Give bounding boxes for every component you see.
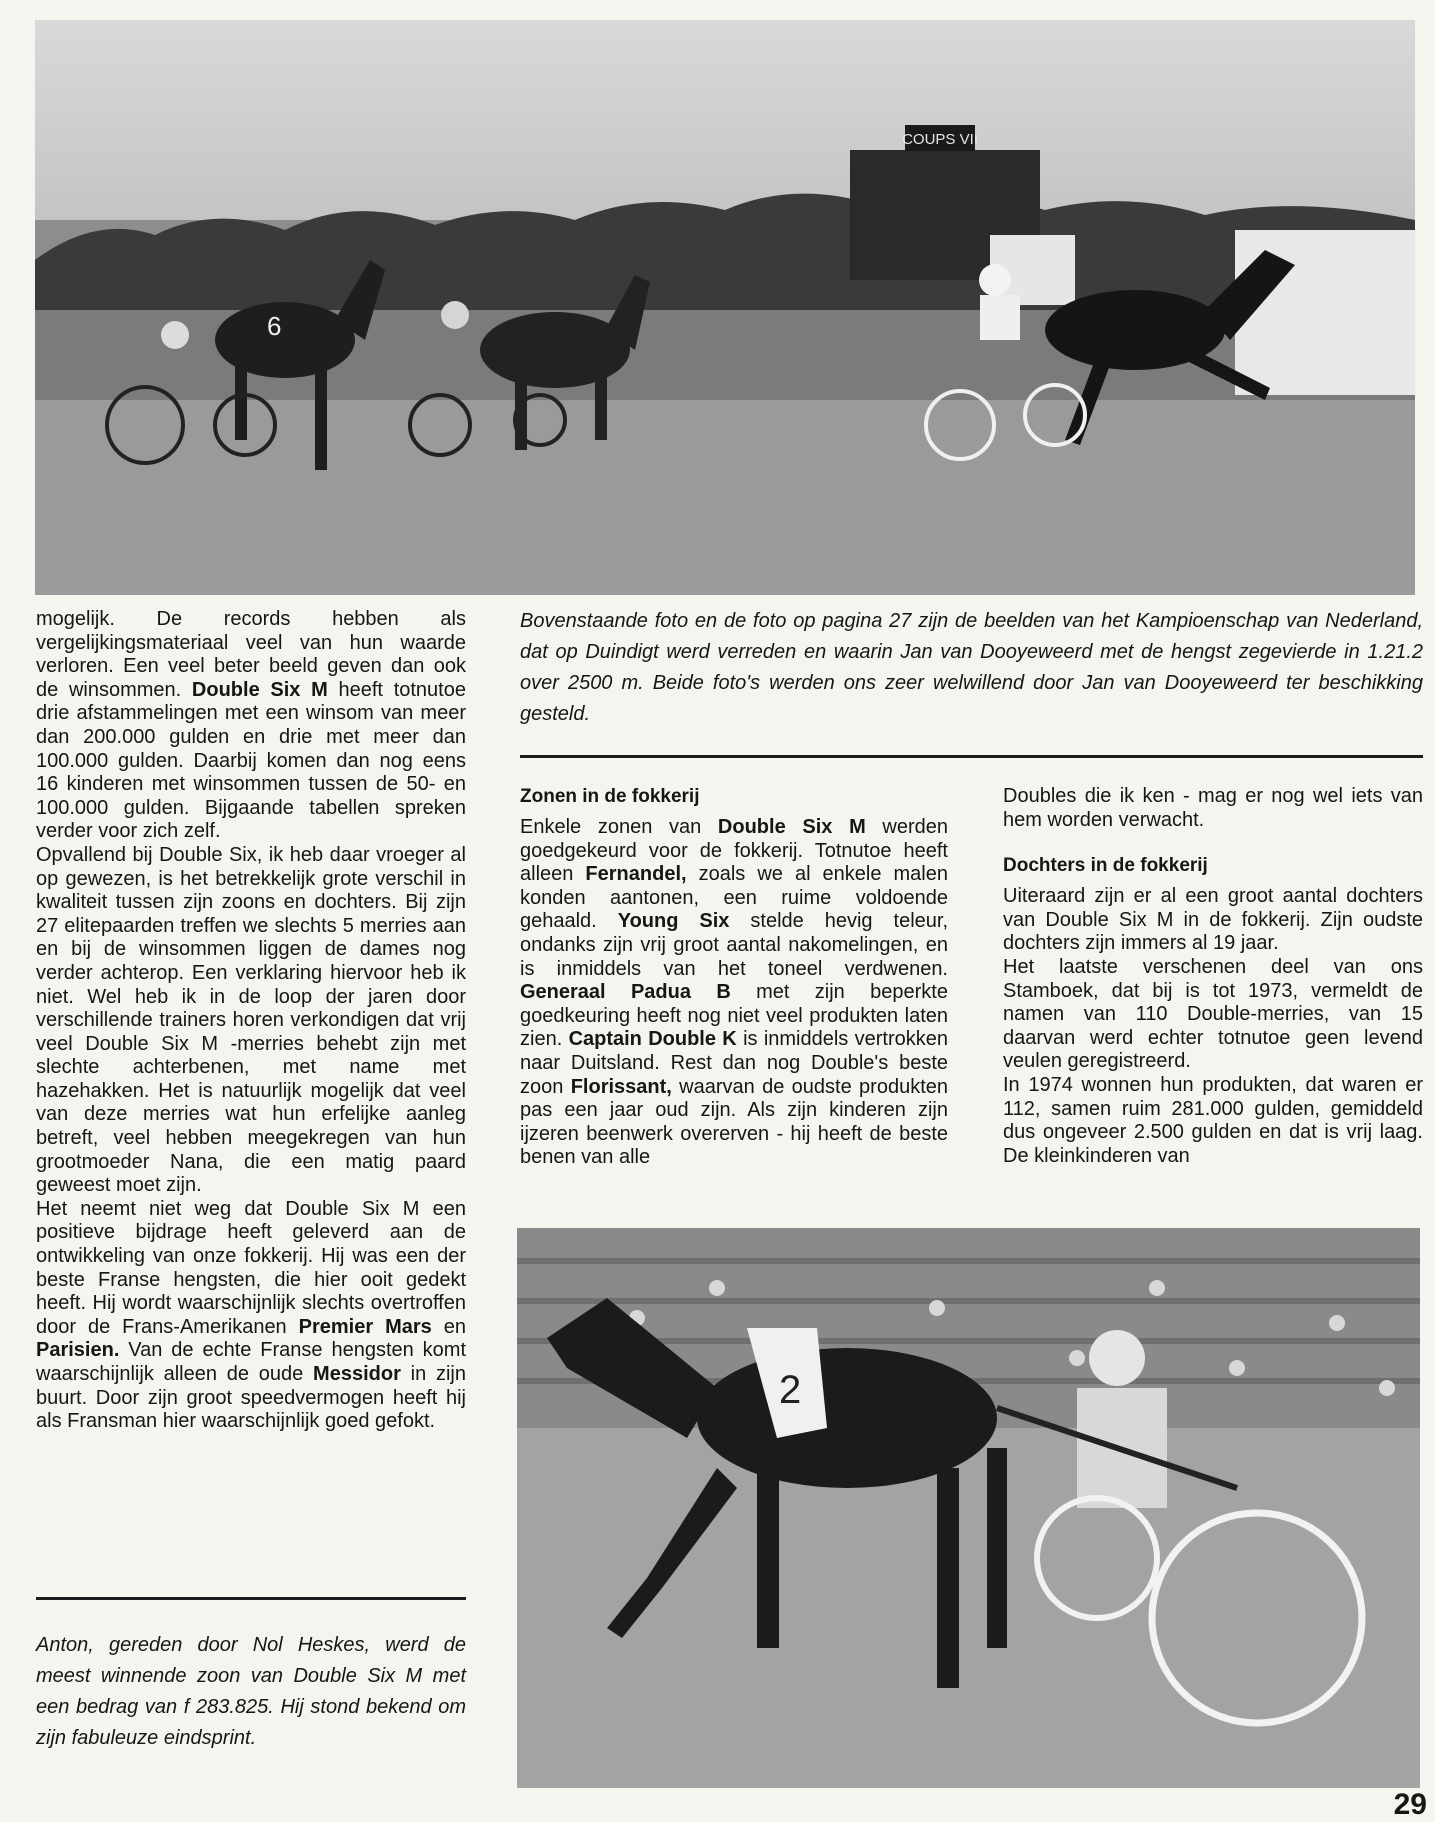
paragraph-daughters-3: In 1974 wonnen hun produkten, dat waren er 112, samen ruim 281.000 gulden, gemiddeld dus ongeveer 2.500 gulden en dat is vrij laag. De kleinkinderen van bbox=[1003, 1073, 1423, 1167]
photo-anton-sulky bbox=[517, 1228, 1420, 1788]
paragraph-records: mogelijk. De records hebben als vergelijkingsmateriaal veel van hun waarde verloren. Een veel beter beeld geven dan ook de winsommen. Double Six M heeft totnutoe drie afstammelingen met een winsom van meer dan 200.000 gulden en drie met meer dan 100.000 gulden. Daarbij komen dan nog eens 16 kinderen met winsommen tussen de 50- en 100.000 gulden. Bijgaande tabellen spreken verder voor zich zelf. bbox=[36, 608, 466, 843]
page-number: 29 bbox=[1393, 1788, 1427, 1821]
paragraph-sons: Enkele zonen van Double Six M werden goedgekeurd voor de fokkerij. Totnutoe heeft alleen Fernandel, zoals we al enkele malen konden aantonen, een ruime voldoende gehaald. Young Six stelde hevig teleur, ondanks zijn vrij groot aantal nakomelingen, en is inmiddels van het toneel verdwenen. Generaal Padua B met zijn beperkte goedkeuring heeft nog niet veel produkten laten zien. Captain Double K is inmiddels vertrokken naar Duitsland. Rest dan nog Double's beste zoon Florissant, waarvan de oudste produkten pas een jaar oud zijn. Als zijn kinderen zijn ijzeren beenwerk overerven - hij heeft de beste benen van alle bbox=[520, 816, 949, 1169]
photo-race-finish bbox=[35, 20, 1415, 595]
caption-anton bbox=[36, 1630, 466, 1754]
divider-rule bbox=[520, 755, 1423, 758]
paragraph-daughters-1: Uiteraard zijn er al een groot aantal dochters van Double Six M in de fokkerij. Zijn oudste dochters zijn immers al 19 jaar. bbox=[1003, 885, 1423, 955]
heading-daughters: Dochters in de fokkerij bbox=[1003, 855, 1208, 877]
bib-number: 6 bbox=[267, 311, 282, 341]
scoreboard-sign: COUPS VII bbox=[902, 131, 978, 148]
paragraph-doubles: Doubles die ik ken - mag er nog wel iets van hem worden verwacht. bbox=[1003, 785, 1423, 831]
caption-top-text: Bovenstaande foto en de foto op pagina 27 zijn de beelden van het Kampioenschap van Nederland, dat op Duindigt werd verreden en waarin Jan van Dooyeweerd met de hengst zegevierde in 1.21.2 over 2500 m. Beide foto's werden ons zeer welwillend door Jan van Dooyeweerd ter beschikking gesteld. bbox=[520, 610, 1423, 725]
caption-anton-text: Anton, gereden door Nol Heskes, werd de meest winnende zoon van Double Six M met een bedrag van f 283.825. Hij stond bekend om zijn fabuleuze eindsprint. bbox=[36, 1634, 466, 1749]
heading-sons: Zonen in de fokkerij bbox=[520, 786, 700, 807]
article-column-middle bbox=[520, 785, 948, 1170]
article-column-right bbox=[1003, 785, 1423, 1168]
divider-rule bbox=[36, 1597, 466, 1600]
paragraph-contribution: Het neemt niet weg dat Double Six M een positieve bijdrage heeft geleverd aan de ontwikkeling van onze fokkerij. Hij was een der beste Franse hengsten, die hier ooit gedekt heeft. Hij wordt waarschijnlijk slechts overtroffen door de Frans-Amerikanen Premier Mars en Parisien. Van de echte Franse hengsten komt waarschijnlijk alleen de oude Messidor in zijn buurt. Door zijn groot speedvermogen heeft hij als Fransman hier waarschijnlijk goed gefokt. bbox=[36, 1197, 466, 1433]
bib-number: 2 bbox=[779, 1368, 802, 1412]
paragraph-daughters-2: Het laatste verschenen deel van ons Stamboek, dat bij is tot 1973, vermeldt de namen van 110 Double-merries, van 15 daarvan werd echter totnutoe geen levend veulen geregistreerd. bbox=[1003, 955, 1423, 1073]
article-column-left bbox=[36, 608, 466, 1434]
caption-top-photo bbox=[520, 606, 1423, 730]
paragraph-daughters-quality: Opvallend bij Double Six, ik heb daar vroeger al op gewezen, is het betrekkelijk grote verschil in kwaliteit tussen zijn zoons en dochters. Bij zijn 27 elitepaarden treffen we slechts 5 merries aan en bij de winsommen liggen de dames nog verder achterop. Een verklaring hiervoor heb ik niet. Wel heb ik in de loop der jaren door verschillende trainers horen verkondigen dat vrij veel Double Six M -merries behebt zijn met slechte achterbenen, met name met hazehakken. Het is natuurlijk mogelijk dat veel van deze merries wat hun erfelijke aanleg betreft, veel hebben meegekregen van hun grootmoeder Nana, die een matig paard geweest moet zijn. bbox=[36, 843, 466, 1197]
